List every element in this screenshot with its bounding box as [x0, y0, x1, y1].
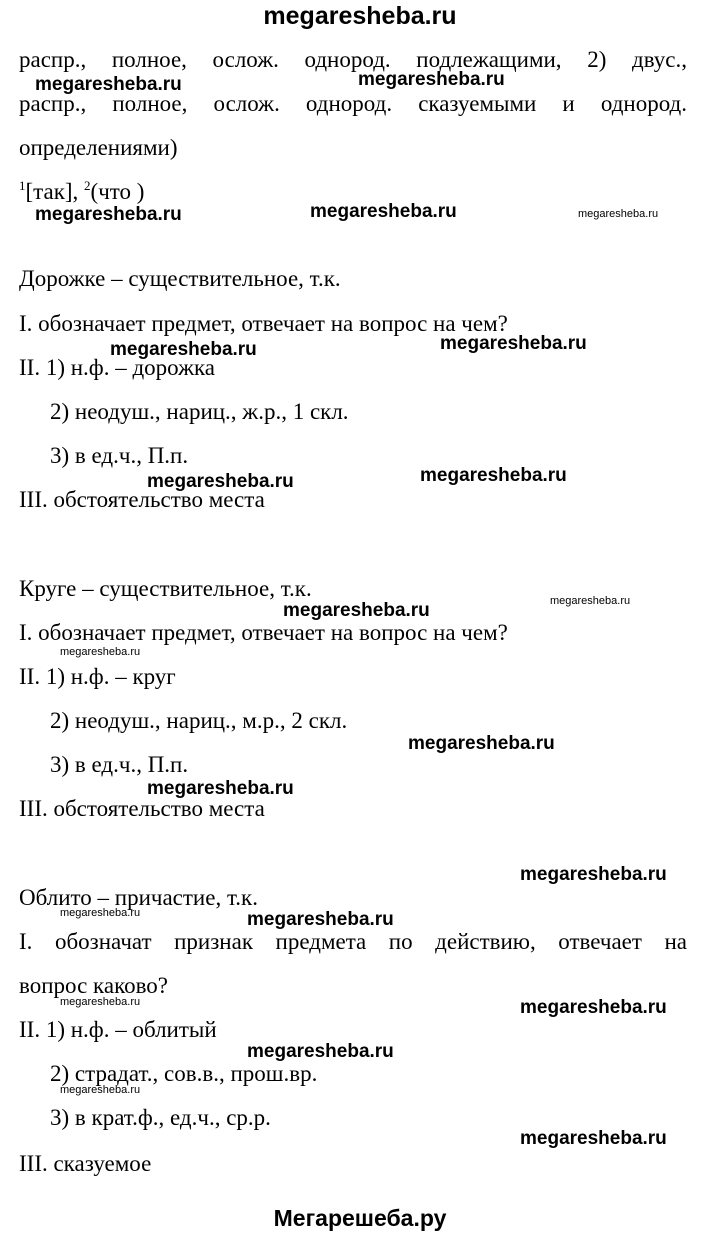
watermark: megaresheba.ru: [283, 600, 430, 621]
text-line: II. 1) н.ф. – облитый: [19, 1017, 217, 1042]
text-line: 3) в ед.ч., П.п.: [50, 752, 189, 777]
watermark: megaresheba.ru: [520, 1128, 667, 1149]
text-line: III. обстоятельство места: [19, 796, 265, 821]
text-line: 3) в крат.ф., ед.ч., ср.р.: [50, 1105, 271, 1130]
sentence-scheme: [19, 178, 144, 206]
watermark: megaresheba.ru: [420, 465, 567, 486]
watermark: megaresheba.ru: [35, 204, 182, 225]
word-title: Круге – существительное, т.к.: [19, 576, 312, 601]
text-line: I. обозначает предмет, отвечает на вопрос на чем?: [19, 620, 508, 645]
watermark: megaresheba.ru: [247, 909, 394, 930]
text-line: распр., полное, ослож. однород. сказуемыми и однород.: [19, 91, 687, 116]
watermark: megaresheba.ru: [247, 1041, 394, 1062]
site-header: megaresheba.ru: [263, 2, 457, 30]
watermark: megaresheba.ru: [147, 471, 294, 492]
watermark: megaresheba.ru: [550, 595, 631, 607]
watermark: megaresheba.ru: [110, 339, 257, 360]
watermark: megaresheba.ru: [147, 778, 294, 799]
text-line: 2) страдат., сов.в., прош.вр.: [50, 1061, 318, 1086]
watermark: megaresheba.ru: [408, 733, 555, 754]
text-line: II. 1) н.ф. – круг: [19, 664, 176, 689]
main-clause: [так],: [25, 179, 85, 204]
text-line: I. обозначат признак предмета по действию, отвечает на: [19, 929, 687, 954]
watermark: megaresheba.ru: [60, 907, 141, 919]
watermark: megaresheba.ru: [60, 646, 141, 658]
watermark: megaresheba.ru: [60, 1084, 141, 1096]
text-line: 2) неодуш., нариц., м.р., 2 скл.: [50, 708, 348, 733]
word-title: Облито – причастие, т.к.: [19, 885, 258, 910]
clause-number: 1: [19, 178, 26, 193]
watermark: megaresheba.ru: [310, 201, 457, 222]
text-line: вопрос каково?: [19, 973, 168, 998]
watermark: megaresheba.ru: [35, 74, 182, 95]
watermark: megaresheba.ru: [520, 997, 667, 1018]
clause-number: 2: [84, 178, 91, 193]
watermark: megaresheba.ru: [578, 208, 659, 220]
text-line: 3) в ед.ч., П.п.: [50, 443, 189, 468]
watermark: megaresheba.ru: [520, 864, 667, 885]
text-line: I. обозначает предмет, отвечает на вопрос на чем?: [19, 311, 508, 336]
text-line: II. 1) н.ф. – дорожка: [19, 355, 215, 380]
text-line: определениями): [19, 135, 178, 160]
word-title: Дорожке – существительное, т.к.: [19, 266, 341, 291]
text-line: III. сказуемое: [19, 1151, 152, 1176]
text-line: распр., полное, ослож. однород. подлежащими, 2) двус.,: [19, 47, 687, 72]
text-line: III. обстоятельство места: [19, 487, 265, 512]
watermark: megaresheba.ru: [60, 996, 141, 1008]
site-footer: Мегарешеба.ру: [273, 1205, 447, 1231]
watermark: megaresheba.ru: [358, 69, 505, 90]
watermark: megaresheba.ru: [440, 333, 587, 354]
text-line: 2) неодуш., нариц., ж.р., 1 скл.: [50, 399, 349, 424]
subordinate-clause: (что ): [90, 179, 145, 204]
